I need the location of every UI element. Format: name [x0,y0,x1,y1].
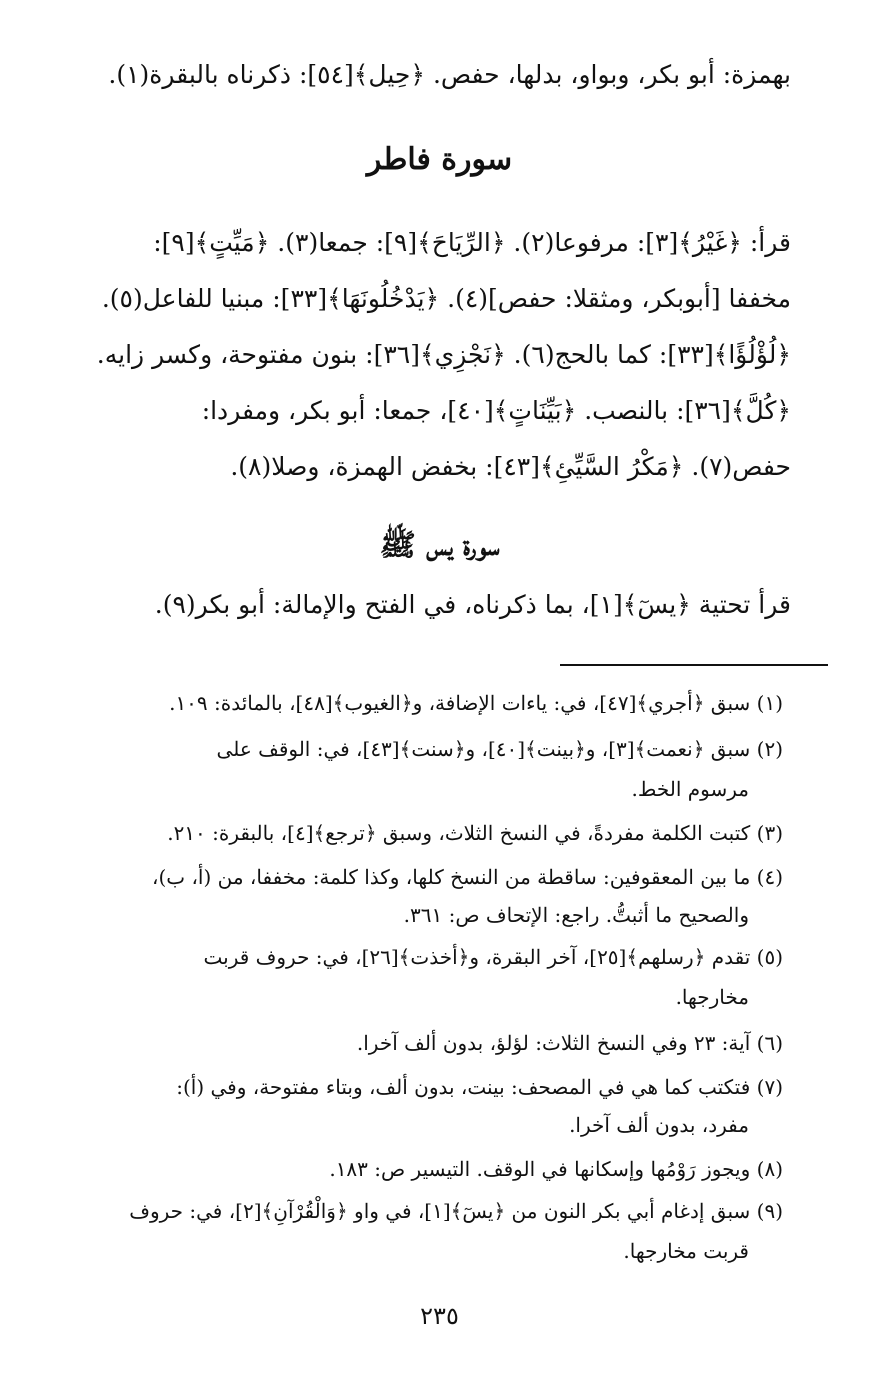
footnote-separator [560,664,828,666]
carryover-line: بهمزة: أبو بكر، وبواو، بدلها، حفص. ﴿حِيل﴾[٥٤]: ذكرناه بالبقرة(١). [108,60,791,89]
fatir-line-5: حفص(٧). ﴿مَكْرُ السَّيِّئِ﴾[٤٣]: بخفض الهمزة، وصلا(٨). [230,452,791,481]
footnote-4-cont: والصحيح ما أثبتُّ. راجع: الإتحاف ص: ٣٦١. [403,903,749,927]
fatir-line-4: ﴿كُلَّ﴾[٣٦]: بالنصب. ﴿بَيِّنَاتٍ﴾[٤٠]، جمعا: أبو بكر، ومفردا: [201,396,791,425]
footnote-8: (٨) ويجوز رَوْمُها وإسكانها في الوقف. التيسير ص: ١٨٣. [329,1157,783,1181]
page-number: ٢٣٥ [420,1302,459,1330]
footnote-9-cont: قربت مخارجها. [623,1239,749,1263]
footnote-1: (١) سبق ﴿أجري﴾[٤٧]، في: ياءات الإضافة، و﴿الغيوب﴾[٤٨]، بالمائدة: ١٠٩. [169,691,783,715]
footnote-6: (٦) آية: ٢٣ وفي النسخ الثلاث: لؤلؤ، بدون ألف آخرا. [356,1031,783,1055]
footnote-4: (٤) ما بين المعقوفين: ساقطة من النسخ كلها، وكذا كلمة: مخففا، من (أ، ب)، [152,865,783,889]
fatir-line-1: قرأ: ﴿غَيْرُ﴾[٣]: مرفوعا(٢). ﴿الرِّيَاحَ﴾[٩]: جمعا(٣). ﴿مَيِّتٍ﴾[٩]: [153,228,791,257]
fatir-line-3: ﴿لُؤْلُؤًا﴾[٣٣]: كما بالحج(٦). ﴿نَجْزِي﴾[٣٦]: بنون مفتوحة، وكسر زايه. [96,340,791,369]
yasin-line-1: قرأ تحتية ﴿يسٓ﴾[١]، بما ذكرناه، في الفتح والإمالة: أبو بكر(٩). [154,590,791,619]
footnote-5: (٥) تقدم ﴿رسلهم﴾[٢٥]، آخر البقرة، و﴿أخذت﴾[٢٦]، في: حروف قربت [203,945,783,969]
surah-yasin-title: سورة يس ﷺ [379,528,500,563]
surah-fatir-title: سورة فاطر [366,142,513,177]
footnote-5-cont: مخارجها. [675,985,749,1009]
footnote-7: (٧) فتكتب كما هي في المصحف: بينت، بدون ألف، وبتاء مفتوحة، وفي (أ): [176,1075,783,1099]
footnote-2: (٢) سبق ﴿نعمت﴾[٣]، و﴿بينت﴾[٤٠]، و﴿سنت﴾[٤٣]، في: الوقف على [216,737,783,761]
footnote-3: (٣) كتبت الكلمة مفردةً، في النسخ الثلاث، وسبق ﴿ترجع﴾[٤]، بالبقرة: ٢١٠. [167,821,783,845]
footnote-2-cont: مرسوم الخط. [631,777,749,801]
footnote-7-cont: مفرد، بدون ألف آخرا. [569,1113,749,1137]
fatir-line-2: مخففا [أبوبكر، ومثقلا: حفص](٤). ﴿يَدْخُلُونَهَا﴾[٣٣]: مبنيا للفاعل(٥). [101,284,791,313]
footnote-9: (٩) سبق إدغام أبي بكر النون من ﴿يسٓ﴾[١]، في واو ﴿وَالْقُرْآنِ﴾[٢]، في: حروف [129,1199,783,1223]
